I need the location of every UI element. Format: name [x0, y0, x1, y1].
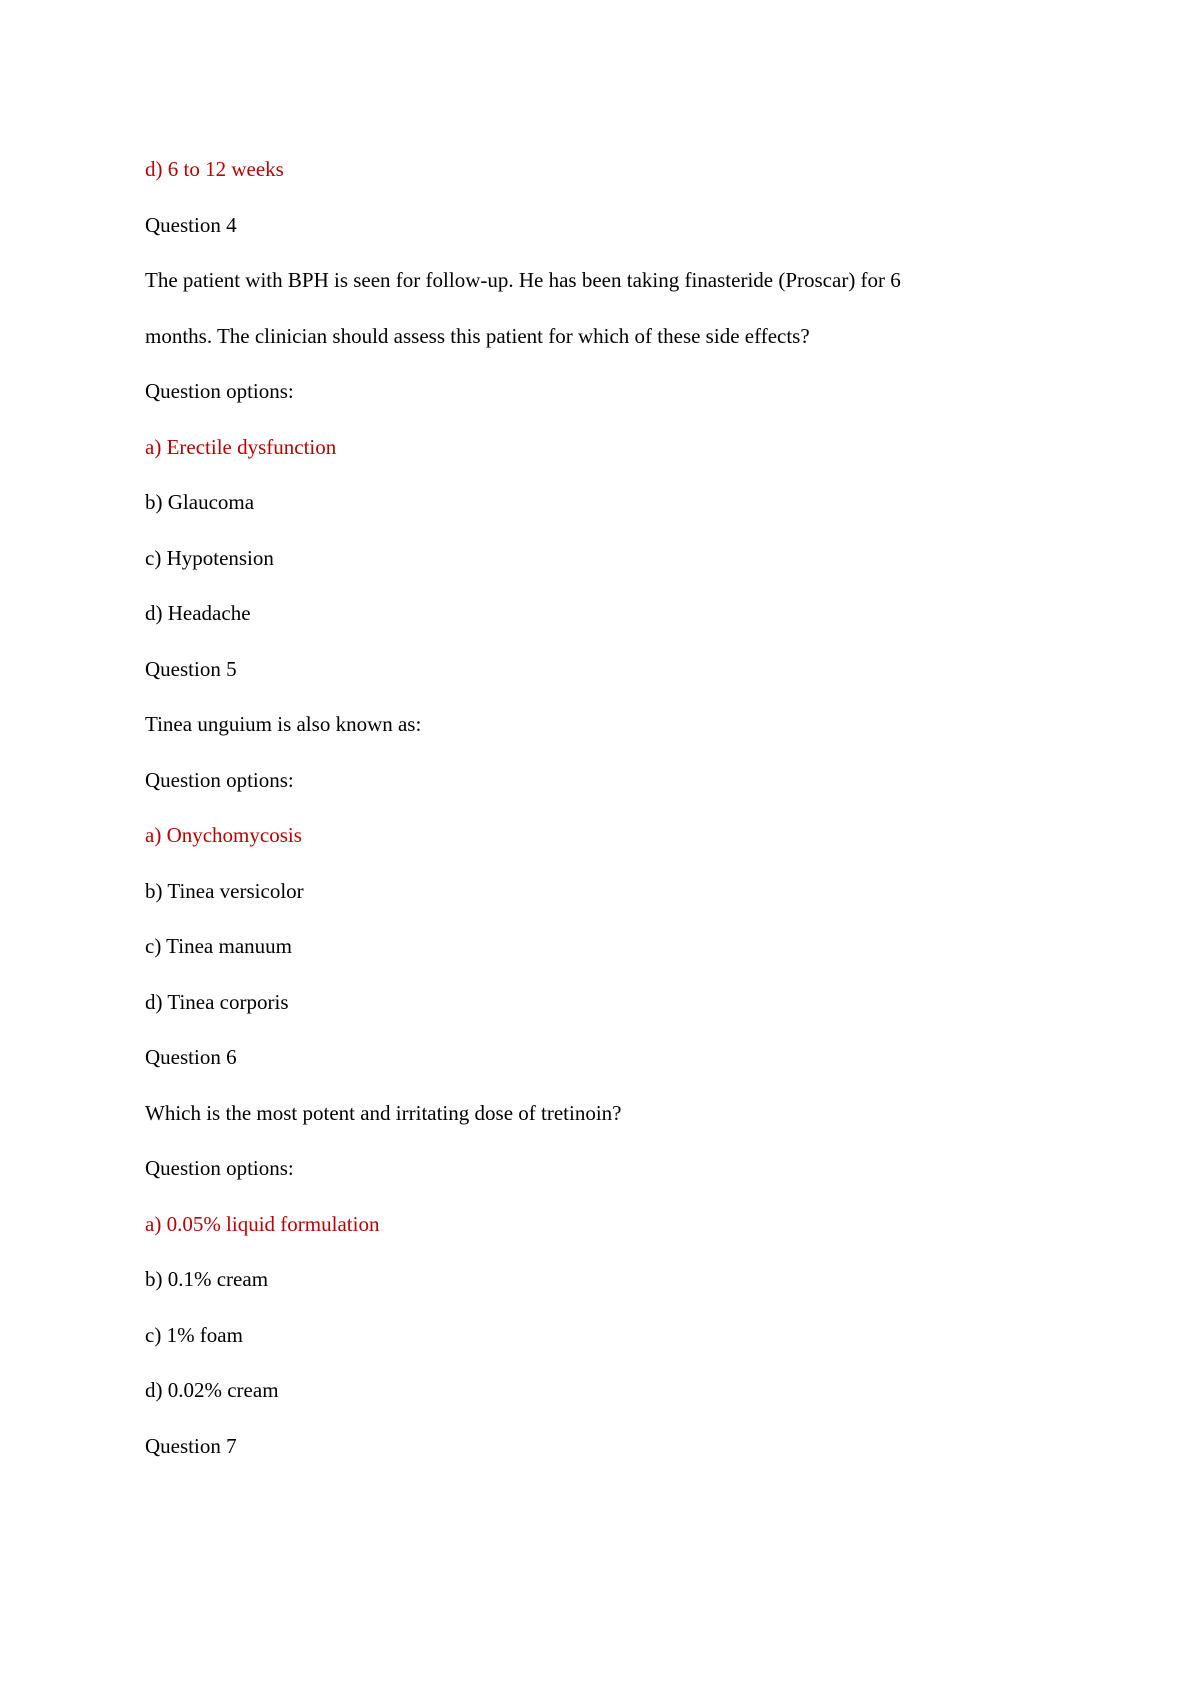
option-item: c) Tinea manuum: [145, 934, 292, 958]
option-item: d) 0.02% cream: [145, 1378, 279, 1402]
question-stem-line: The patient with BPH is seen for follow-up. He has been taking finasteride (Proscar) for 6: [145, 268, 901, 292]
option-item: d) Tinea corporis: [145, 989, 289, 1014]
question-heading: Question 7: [145, 1433, 237, 1458]
option-item: d) Headache: [145, 601, 251, 625]
option-correct-answer: a) 0.05% liquid formulation: [145, 1211, 380, 1236]
option-correct-answer: a) Erectile dysfunction: [145, 434, 337, 459]
question-stem-line: months. The clinician should assess this patient for which of these side effects?: [145, 323, 810, 348]
option-correct-answer: a) Onychomycosis: [145, 823, 302, 847]
option-item: b) 0.1% cream: [145, 1267, 269, 1291]
question-options-label: Question options:: [145, 379, 294, 403]
question-list: [145, 198, 1065, 1475]
document-body: [145, 142, 1065, 1474]
question-block: [145, 642, 1065, 1031]
question-block: [145, 1419, 1065, 1475]
option-item: b) Tinea versicolor: [145, 878, 304, 903]
question-block: [145, 1030, 1065, 1419]
question-heading: Question 6: [145, 1045, 237, 1069]
option-item: c) Hypotension: [145, 545, 274, 570]
question-stem-line: Which is the most potent and irritating dose of tretinoin?: [145, 1100, 622, 1125]
question-heading: Question 4: [145, 212, 237, 237]
carryover-answer: d) 6 to 12 weeks: [145, 157, 284, 181]
option-item: b) Glaucoma: [145, 490, 255, 514]
question-stem-line: Tinea unguium is also known as:: [145, 712, 422, 736]
question-heading: Question 5: [145, 656, 237, 681]
question-options-label: Question options:: [145, 767, 294, 792]
question-options-label: Question options:: [145, 1156, 294, 1180]
option-item: c) 1% foam: [145, 1322, 243, 1347]
question-block: [145, 198, 1065, 642]
